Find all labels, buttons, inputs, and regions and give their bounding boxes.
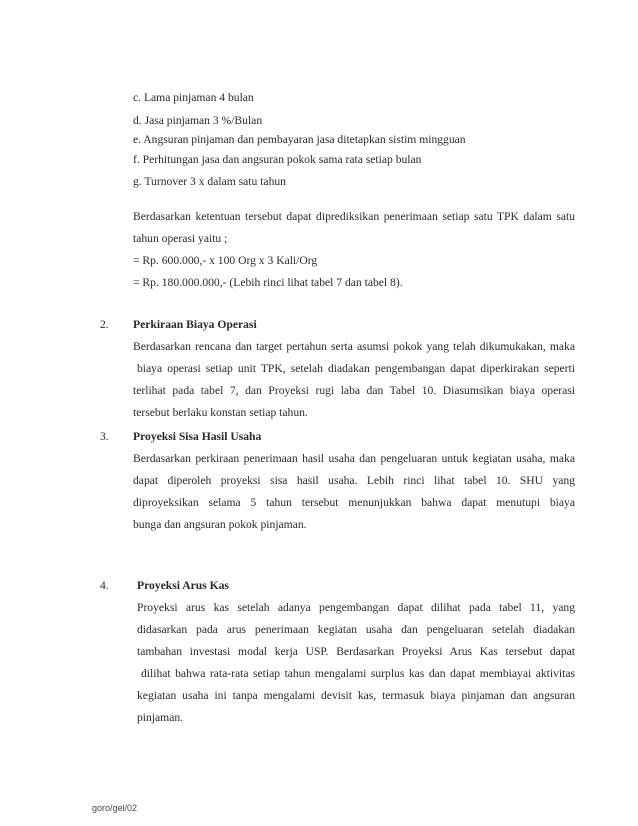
intro-line-2: tahun operasi yaitu ; (133, 232, 228, 245)
list-item-f: f. Perhitungan jasa dan angsuran pokok sama rata setiap bulan (133, 153, 422, 166)
section-title: Perkiraan Biaya Operasi (133, 318, 257, 331)
paragraph-line: Berdasarkan rencana dan target pertahun serta asumsi pokok yang telah dikumukakan, maka (133, 340, 575, 353)
section-title: Proyeksi Sisa Hasil Usaha (133, 430, 262, 443)
paragraph-line: tersebut berlaku konstan setiap tahun. (133, 406, 308, 419)
paragraph-line: dapat diperoleh proyeksi sisa hasil usaha. Lebih rinci lihat tabel 10. SHU yang (133, 474, 575, 487)
intro-line-1: Berdasarkan ketentuan tersebut dapat diprediksikan penerimaan setiap satu TPK dalam satu (133, 210, 575, 223)
list-item-d: d. Jasa pinjaman 3 %/Bulan (133, 114, 263, 127)
list-item-g: g. Turnover 3 x dalam satu tahun (133, 175, 286, 188)
intro-line-3: = Rp. 600.000,- x 100 Org x 3 Kali/Org (133, 254, 318, 267)
section-number: 4. (100, 579, 109, 592)
paragraph-line: terlihat pada tabel 7, dan Proyeksi rugi laba dan Tabel 10. Diasumsikan biaya operasi (133, 384, 575, 397)
paragraph-line: biaya operasi setiap unit TPK, setelah diadakan pengembangan dapat diperkirakan seperti (137, 362, 575, 375)
list-item-e: e. Angsuran pinjaman dan pembayaran jasa ditetapkan sistim mingguan (133, 133, 466, 146)
paragraph-line: kegiatan usaha ini tanpa mengalami devisit kas, termasuk biaya pinjaman dan angsuran (137, 689, 575, 702)
paragraph-line: Berdasarkan perkiraan penerimaan hasil usaha dan pengeluaran untuk kegiatan usaha, maka (133, 452, 575, 465)
section-number: 3. (100, 430, 109, 443)
paragraph-line: tambahan investasi modal kerja USP. Berdasarkan Proyeksi Arus Kas tersebut dapat (137, 645, 575, 658)
paragraph-line: dilihat bahwa rata-rata setiap tahun mengalami surplus kas dan dapat membiayai aktivitas (141, 667, 575, 680)
list-item-c: c. Lama pinjaman 4 bulan (133, 91, 254, 104)
section-title: Proyeksi Arus Kas (137, 579, 229, 592)
paragraph-line: didasarkan pada arus penerimaan kegiatan usaha dan pengeluaran setelah diadakan (137, 623, 575, 636)
paragraph-line: pinjaman. (137, 711, 184, 724)
section-number: 2. (100, 318, 109, 331)
intro-line-4: = Rp. 180.000.000,- (Lebih rinci lihat tabel 7 dan tabel 8). (133, 276, 403, 289)
paragraph-line: diproyeksikan selama 5 tahun tersebut menunjukkan bahwa dapat menutupi biaya (133, 496, 575, 509)
paragraph-line: Proyeksi arus kas setelah adanya pengembangan dapat dilihat pada tabel 11, yang (137, 601, 575, 614)
paragraph-line: bunga dan angsuran pokok pinjaman. (133, 518, 307, 531)
page-footer: goro/gel/02 (92, 803, 138, 813)
